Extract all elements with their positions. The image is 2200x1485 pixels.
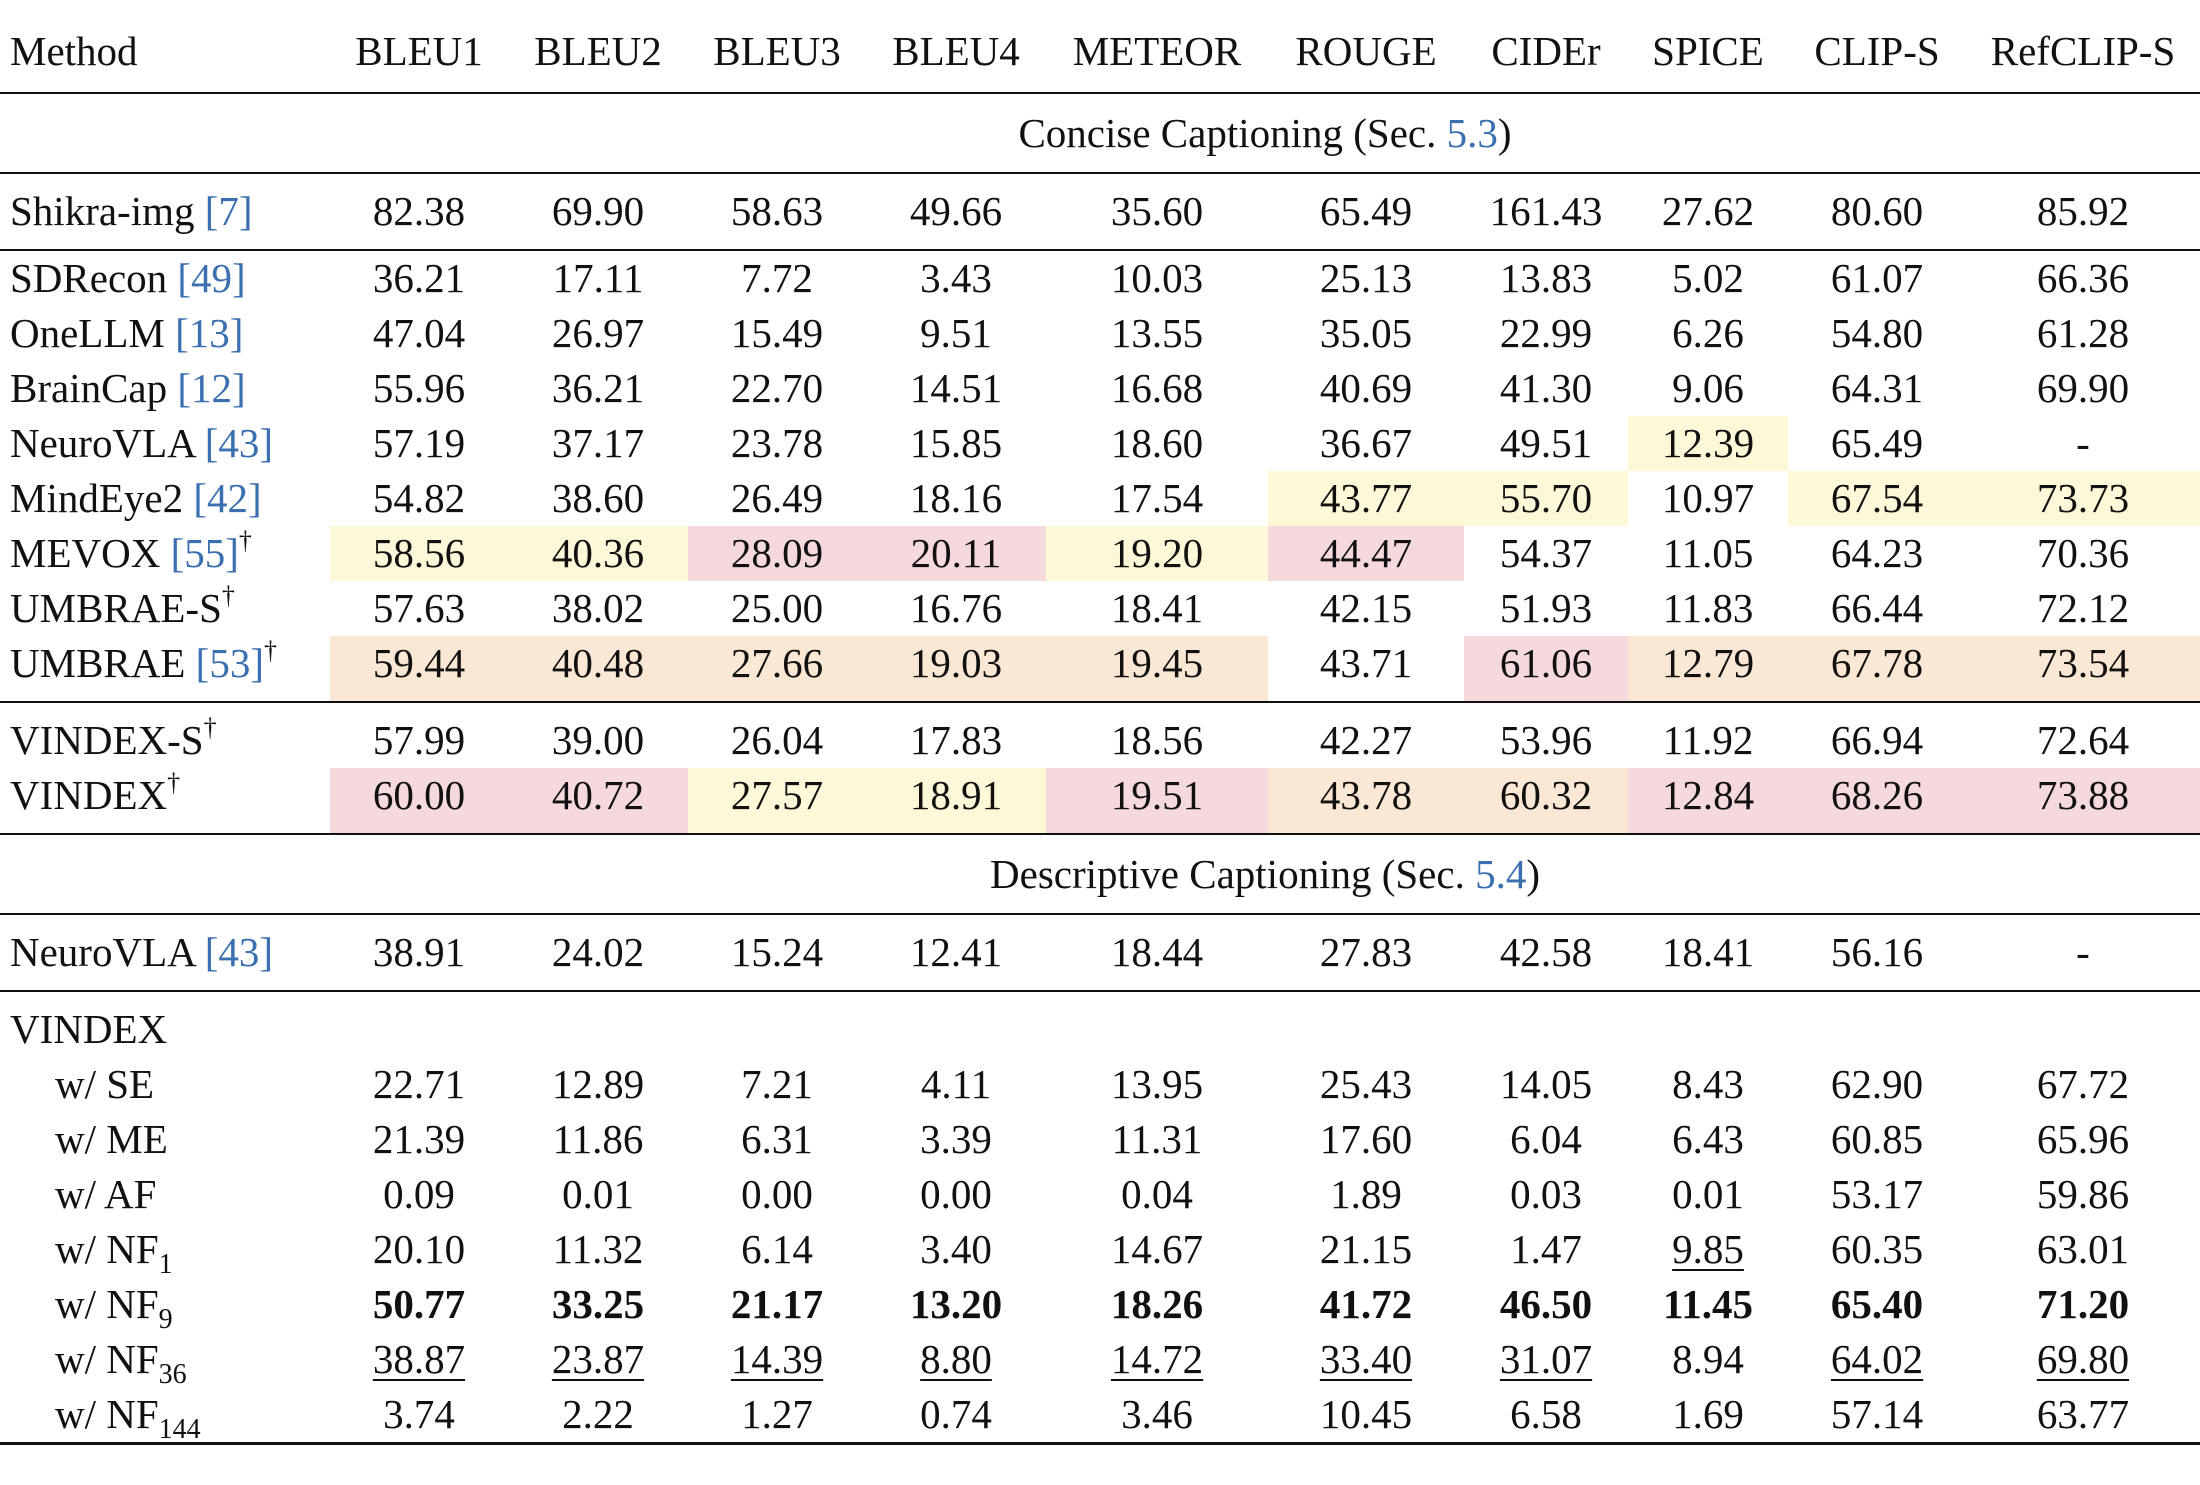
value-cell: 14.67 [1110, 1226, 1204, 1272]
citation-link[interactable]: [49] [177, 255, 246, 301]
value-cell: 6.14 [741, 1226, 813, 1272]
value-cell: 3.46 [1046, 1387, 1268, 1444]
value-cell: 28.09 [688, 526, 866, 581]
value-cell: 23.78 [730, 420, 824, 466]
method-cell: VINDEX-S† [10, 713, 217, 763]
citation-link[interactable]: [7] [204, 188, 253, 234]
method-cell: w/ AF [55, 1171, 157, 1217]
value-cell: 60.00 [330, 768, 508, 834]
value-cell: 17.83 [909, 717, 1003, 763]
value-cell: 54.80 [1830, 310, 1924, 356]
value-cell: 40.72 [508, 768, 688, 834]
value-cell: 0.01 [562, 1171, 634, 1217]
value-cell: 10.97 [1661, 475, 1755, 521]
value-cell: 43.78 [1268, 768, 1464, 834]
value-cell: 57.63 [372, 585, 466, 631]
value-cell: 0.00 [920, 1171, 992, 1217]
value-cell: 67.78 [1788, 636, 1966, 702]
value-cell: 6.31 [741, 1116, 813, 1162]
value-cell: 55.96 [372, 365, 466, 411]
value-cell: 20.11 [866, 526, 1046, 581]
value-cell: 15.85 [909, 420, 1003, 466]
table-row [0, 1112, 2200, 1167]
value-cell: 54.82 [372, 475, 466, 521]
value-cell: 27.66 [688, 636, 866, 702]
value-cell: 9.06 [1672, 365, 1744, 411]
value-cell: 12.39 [1628, 416, 1788, 471]
method-cell: Shikra-img [7] [0, 173, 330, 250]
value-cell: 1.69 [1628, 1387, 1788, 1444]
section-concise [0, 93, 2200, 173]
header-rouge: ROUGE [1268, 10, 1464, 93]
table-row [0, 768, 2200, 834]
value-cell: 0.01 [1672, 1171, 1744, 1217]
value-cell: 61.07 [1830, 255, 1924, 301]
value-cell: 67.72 [2036, 1061, 2130, 1107]
value-cell: 11.83 [1662, 585, 1754, 631]
header-bleu2: BLEU2 [508, 10, 688, 93]
value-cell: 6.58 [1464, 1387, 1628, 1444]
citation-link[interactable]: [53] [195, 640, 264, 686]
value-cell: 58.63 [688, 173, 866, 250]
citation-link[interactable]: [55] [170, 530, 239, 576]
method-cell: VINDEX† [0, 768, 330, 834]
value-cell: 18.44 [1046, 914, 1268, 991]
value-cell: 22.70 [730, 365, 824, 411]
value-cell: 26.97 [551, 310, 645, 356]
method-cell: w/ $NF_1$ [55, 1226, 173, 1280]
value-cell: 68.26 [1788, 768, 1966, 834]
method-cell: NeuroVLA [43] [10, 420, 274, 466]
value-cell: 0.09 [383, 1171, 455, 1217]
value-cell: 47.04 [372, 310, 466, 356]
table-row [0, 416, 2200, 471]
value-cell: 70.36 [2036, 530, 2130, 576]
value-cell: 6.43 [1672, 1116, 1744, 1162]
value-cell: 13.83 [1499, 255, 1593, 301]
value-cell: 59.86 [2036, 1171, 2130, 1217]
value-cell: 73.54 [1966, 636, 2200, 702]
dagger-mark: † [238, 526, 252, 555]
header-bleu1: BLEU1 [330, 10, 508, 93]
value-cell: 11.05 [1662, 530, 1754, 576]
method-cell: w/ $NF_9$ [55, 1281, 173, 1335]
value-cell: 13.95 [1110, 1061, 1204, 1107]
value-cell: 3.43 [920, 255, 992, 301]
value-cell: 43.77 [1268, 471, 1464, 526]
value-cell: 33.25 [551, 1281, 645, 1327]
value-cell: 39.00 [551, 717, 645, 763]
method-cell: w/ $NF_{36}$ [55, 1336, 187, 1390]
method-cell: OneLLM [13] [10, 310, 244, 356]
value-cell: 50.77 [372, 1281, 466, 1327]
value-cell: 25.13 [1319, 255, 1413, 301]
value-cell: 56.16 [1788, 914, 1966, 991]
value-cell: 66.44 [1830, 585, 1924, 631]
value-cell: 0.04 [1121, 1171, 1193, 1217]
value-cell: 69.80 [2036, 1336, 2130, 1382]
value-cell: 26.04 [730, 717, 824, 763]
results-table [0, 10, 2200, 1445]
value-cell: 62.90 [1830, 1061, 1924, 1107]
dagger-mark: † [167, 768, 181, 797]
value-cell: 18.60 [1110, 420, 1204, 466]
value-cell: 18.16 [909, 475, 1003, 521]
value-cell: 9.85 [1672, 1226, 1744, 1272]
table-row [0, 702, 2200, 768]
value-cell: - [1966, 914, 2200, 991]
value-cell: 17.11 [552, 255, 644, 301]
value-cell: 21.15 [1319, 1226, 1413, 1272]
value-cell: 72.12 [2036, 585, 2130, 631]
section-descriptive [0, 834, 2200, 914]
table-row [0, 306, 2200, 361]
table-row [0, 173, 2200, 250]
value-cell: 18.41 [1110, 585, 1204, 631]
value-cell: 43.71 [1268, 636, 1464, 702]
value-cell: 36.21 [551, 365, 645, 411]
value-cell: 64.31 [1830, 365, 1924, 411]
value-cell: 66.94 [1830, 717, 1924, 763]
value-cell: 37.17 [551, 420, 645, 466]
value-cell: 1.27 [688, 1387, 866, 1444]
citation-link[interactable]: [12] [177, 365, 246, 411]
value-cell: 82.38 [330, 173, 508, 250]
value-cell: 11.92 [1662, 717, 1754, 763]
value-cell: 3.74 [330, 1387, 508, 1444]
section-ref-link[interactable]: 5.4 [1475, 851, 1527, 897]
value-cell: 60.35 [1830, 1226, 1924, 1272]
value-cell: 38.60 [551, 475, 645, 521]
value-cell: 69.90 [2036, 365, 2130, 411]
table-row-group-label [0, 991, 2200, 1057]
dagger-mark: † [221, 581, 235, 610]
method-cell: UMBRAE-S† [10, 581, 235, 631]
value-cell: 40.48 [508, 636, 688, 702]
citation-link[interactable]: [42] [193, 475, 262, 521]
value-cell: 11.31 [1111, 1116, 1203, 1162]
value-cell: 22.71 [372, 1061, 466, 1107]
value-cell: 18.26 [1110, 1281, 1204, 1327]
table-row [0, 1057, 2200, 1112]
value-cell: 60.85 [1830, 1116, 1924, 1162]
value-cell: 20.10 [372, 1226, 466, 1272]
value-cell: 17.54 [1110, 475, 1204, 521]
value-cell: 8.94 [1672, 1336, 1744, 1382]
value-cell: 14.51 [909, 365, 1003, 411]
value-cell: 0.00 [741, 1171, 813, 1217]
value-cell: 67.54 [1788, 471, 1966, 526]
value-cell: 161.43 [1464, 173, 1628, 250]
value-cell: 27.57 [688, 768, 866, 834]
value-cell: 26.49 [730, 475, 824, 521]
value-cell: 3.39 [920, 1116, 992, 1162]
header-cider: CIDEr [1464, 10, 1628, 93]
value-cell: 42.15 [1319, 585, 1413, 631]
method-cell: w/ $NF_{144}$ [0, 1387, 330, 1444]
header-refclip-s: RefCLIP-S [1966, 10, 2200, 93]
value-cell: 40.36 [508, 526, 688, 581]
value-cell: 21.39 [372, 1116, 466, 1162]
value-cell: 53.17 [1830, 1171, 1924, 1217]
value-cell: 24.02 [508, 914, 688, 991]
value-cell: 53.96 [1499, 717, 1593, 763]
value-cell: 21.17 [730, 1281, 824, 1327]
value-cell: 51.93 [1499, 585, 1593, 631]
value-cell: 41.30 [1499, 365, 1593, 411]
value-cell: 44.47 [1268, 526, 1464, 581]
value-cell: 61.06 [1464, 636, 1628, 702]
value-cell: 80.60 [1788, 173, 1966, 250]
value-cell: 9.51 [920, 310, 992, 356]
value-cell: 0.03 [1510, 1171, 1582, 1217]
value-cell: 33.40 [1319, 1336, 1413, 1382]
dagger-mark: † [263, 636, 277, 665]
table-row [0, 914, 2200, 991]
value-cell: 25.43 [1319, 1061, 1413, 1107]
value-cell: 11.86 [552, 1116, 644, 1162]
value-cell: 69.90 [508, 173, 688, 250]
value-cell: 7.72 [741, 255, 813, 301]
method-cell: BrainCap [12] [10, 365, 246, 411]
value-cell: 27.62 [1628, 173, 1788, 250]
value-cell: 4.11 [920, 1061, 992, 1107]
value-cell: 57.14 [1788, 1387, 1966, 1444]
section-ref-link[interactable]: 5.3 [1446, 110, 1498, 156]
value-cell: 7.21 [741, 1061, 813, 1107]
value-cell: 8.80 [920, 1336, 992, 1382]
table-row [0, 581, 2200, 636]
header-meteor: METEOR [1046, 10, 1268, 93]
value-cell: 63.01 [2036, 1226, 2130, 1272]
citation-link[interactable]: [43] [204, 929, 274, 975]
table-row [0, 1222, 2200, 1277]
value-cell: 65.40 [1830, 1281, 1924, 1327]
header-bleu4: BLEU4 [866, 10, 1046, 93]
value-cell: 14.05 [1499, 1061, 1593, 1107]
table-row [0, 250, 2200, 306]
method-cell: MindEye2 [42] [10, 475, 262, 521]
value-cell: 42.27 [1319, 717, 1413, 763]
table-row [0, 526, 2200, 581]
value-cell: 3.40 [920, 1226, 992, 1272]
value-cell: 36.67 [1319, 420, 1413, 466]
citation-link[interactable]: [13] [175, 310, 244, 356]
value-cell: 19.03 [866, 636, 1046, 702]
value-cell: 10.45 [1268, 1387, 1464, 1444]
value-cell: 38.91 [330, 914, 508, 991]
value-cell: 18.91 [866, 768, 1046, 834]
value-cell: 25.00 [730, 585, 824, 631]
method-cell: w/ ME [55, 1116, 168, 1162]
method-cell: MEVOX [55]† [10, 526, 252, 576]
value-cell: 13.55 [1110, 310, 1204, 356]
value-cell: 58.56 [330, 526, 508, 581]
value-cell: 16.68 [1110, 365, 1204, 411]
value-cell: 60.32 [1464, 768, 1628, 834]
value-cell: 1.47 [1510, 1226, 1582, 1272]
value-cell: 63.77 [1966, 1387, 2200, 1444]
dagger-mark: † [203, 713, 217, 742]
table-row [0, 1167, 2200, 1222]
value-cell: 1.89 [1330, 1171, 1402, 1217]
value-cell: 31.07 [1499, 1336, 1593, 1382]
value-cell: 64.23 [1830, 530, 1924, 576]
value-cell: 8.43 [1672, 1061, 1744, 1107]
method-cell: VINDEX [10, 1006, 168, 1052]
value-cell: - [2076, 420, 2090, 466]
value-cell: 0.74 [866, 1387, 1046, 1444]
header-bleu3: BLEU3 [688, 10, 866, 93]
header-method: Method [0, 10, 330, 93]
value-cell: 71.20 [2036, 1281, 2130, 1327]
value-cell: 27.83 [1268, 914, 1464, 991]
value-cell: 64.02 [1830, 1336, 1924, 1382]
value-cell: 57.19 [372, 420, 466, 466]
value-cell: 54.37 [1499, 530, 1593, 576]
value-cell: 12.89 [551, 1061, 645, 1107]
value-cell: 14.72 [1110, 1336, 1204, 1382]
value-cell: 85.92 [1966, 173, 2200, 250]
header-spice: SPICE [1628, 10, 1788, 93]
citation-link[interactable]: [43] [204, 420, 274, 466]
value-cell: 13.20 [909, 1281, 1003, 1327]
table-row [0, 1387, 2200, 1444]
value-cell: 2.22 [508, 1387, 688, 1444]
value-cell: 65.49 [1268, 173, 1464, 250]
value-cell: 49.51 [1499, 420, 1593, 466]
value-cell: 11.45 [1663, 1281, 1753, 1327]
value-cell: 40.69 [1319, 365, 1413, 411]
value-cell: 49.66 [866, 173, 1046, 250]
value-cell: 46.50 [1499, 1281, 1593, 1327]
header-clip-s: CLIP-S [1788, 10, 1966, 93]
value-cell: 65.49 [1830, 420, 1924, 466]
value-cell: 15.49 [730, 310, 824, 356]
value-cell: 35.60 [1046, 173, 1268, 250]
value-cell: 19.51 [1046, 768, 1268, 834]
value-cell: 18.41 [1628, 914, 1788, 991]
header-row [0, 10, 2200, 93]
value-cell: 12.79 [1628, 636, 1788, 702]
value-cell: 35.05 [1319, 310, 1413, 356]
method-cell: UMBRAE [53]† [0, 636, 330, 702]
value-cell: 10.03 [1110, 255, 1204, 301]
value-cell: 38.87 [372, 1336, 466, 1382]
section-concise-title: Concise Captioning (Sec. 5.3) [330, 93, 2200, 173]
method-cell: NeuroVLA [43] [0, 914, 330, 991]
value-cell: 23.87 [551, 1336, 645, 1382]
value-cell: 6.26 [1672, 310, 1744, 356]
value-cell: 12.84 [1628, 768, 1788, 834]
method-cell: w/ SE [55, 1061, 155, 1107]
value-cell: 14.39 [730, 1336, 824, 1382]
value-cell: 57.99 [372, 717, 466, 763]
value-cell: 59.44 [330, 636, 508, 702]
table-row [0, 636, 2200, 702]
value-cell: 15.24 [688, 914, 866, 991]
value-cell: 17.60 [1319, 1116, 1413, 1162]
value-cell: 38.02 [551, 585, 645, 631]
value-cell: 18.56 [1110, 717, 1204, 763]
value-cell: 73.88 [1966, 768, 2200, 834]
value-cell: 65.96 [2036, 1116, 2130, 1162]
value-cell: 42.58 [1464, 914, 1628, 991]
section-descriptive-title: Descriptive Captioning (Sec. 5.4) [330, 834, 2200, 914]
method-cell: SDRecon [49] [10, 255, 246, 301]
table-row [0, 471, 2200, 526]
value-cell: 41.72 [1319, 1281, 1413, 1327]
value-cell: 5.02 [1672, 255, 1744, 301]
value-cell: 72.64 [2036, 717, 2130, 763]
value-cell: 66.36 [2036, 255, 2130, 301]
value-cell: 73.73 [1966, 471, 2200, 526]
value-cell: 19.20 [1046, 526, 1268, 581]
table-row [0, 361, 2200, 416]
value-cell: 11.32 [552, 1226, 644, 1272]
table-row [0, 1332, 2200, 1387]
value-cell: 55.70 [1464, 471, 1628, 526]
value-cell: 22.99 [1499, 310, 1593, 356]
table-row [0, 1277, 2200, 1332]
value-cell: 19.45 [1046, 636, 1268, 702]
value-cell: 12.41 [866, 914, 1046, 991]
value-cell: 6.04 [1510, 1116, 1582, 1162]
value-cell: 16.76 [909, 585, 1003, 631]
value-cell: 61.28 [2036, 310, 2130, 356]
value-cell: 36.21 [372, 255, 466, 301]
